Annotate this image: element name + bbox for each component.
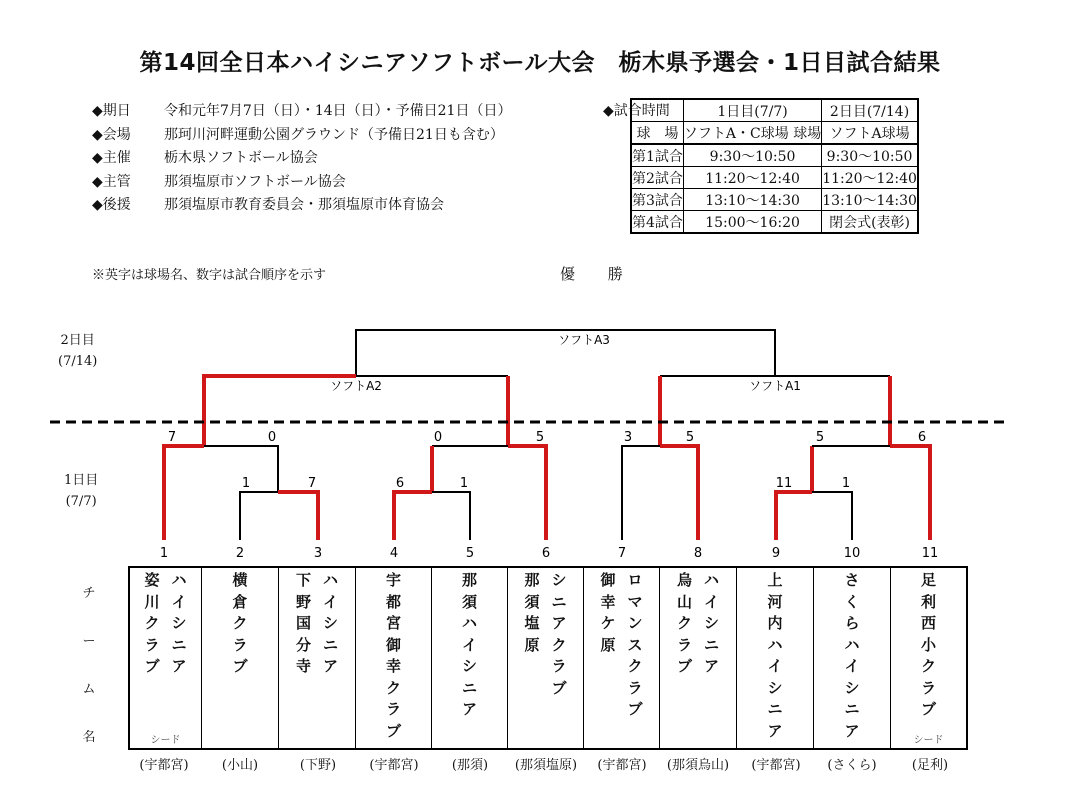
info-label: ◆会場 (92, 126, 131, 143)
team-name-char: シ (171, 614, 187, 632)
r1-a-black (240, 492, 278, 540)
team-name-column (600, 570, 615, 721)
info-value: 栃木県ソフトボール協会 (164, 150, 318, 166)
team-name-column (767, 570, 782, 742)
team-name-column (844, 570, 859, 742)
team-numbers (160, 546, 938, 561)
qf-3-black (622, 446, 660, 540)
team-number: 1 (159, 546, 169, 561)
team-name-char: ロ (627, 571, 643, 589)
team-name-column (524, 570, 539, 699)
team-name-char: ラ (551, 657, 567, 675)
team-cell (737, 568, 814, 748)
team-name-char: ニ (551, 592, 567, 611)
team-name-char: 分 (295, 635, 311, 654)
team-name-char: シ (551, 571, 567, 589)
team-name (508, 570, 583, 699)
team-name-char: イ (323, 592, 339, 611)
team-name-char: 御 (600, 571, 616, 589)
team-name-char: ハ (767, 635, 783, 654)
team-name-column (323, 570, 338, 678)
team-prefecture: (那須烏山) (666, 758, 730, 773)
score: 1 (241, 476, 251, 491)
team-name-char: 西 (920, 614, 936, 632)
team-header-char: 名 (82, 730, 96, 745)
qf-2-red-b (508, 446, 546, 540)
schedule-cell: 球 場 (631, 122, 683, 145)
team-name-char: 烏 (676, 571, 692, 589)
schedule-cell: 第4試合 (631, 211, 683, 234)
team-name-char: ン (627, 614, 643, 632)
team-name-char: ク (627, 657, 643, 675)
team-name-char: ア (844, 721, 860, 740)
team-name (279, 570, 355, 678)
team-name-char: イ (704, 592, 720, 611)
team-name-char: 須 (461, 592, 477, 611)
team-name-char: 御 (385, 635, 401, 654)
team-name-char: く (844, 592, 860, 611)
schedule-cell: 13:10〜14:30 (683, 189, 821, 211)
team-name-char: 幸 (600, 592, 616, 611)
team-name-char: イ (767, 657, 783, 675)
team-name-char: 川 (144, 592, 160, 611)
info-value: 令和元年7月7日（日）・14日（日）・予備日21日（日） (164, 103, 512, 119)
team-name-char: 宮 (385, 614, 401, 632)
team-name-char: ク (385, 678, 401, 697)
team-name-char: ア (171, 657, 187, 675)
game-semi-left-label: ソフトA2 (330, 379, 382, 393)
team-prefecture: (宇都宮) (139, 758, 189, 773)
team-name-char: 須 (524, 592, 540, 611)
r1-c-black (812, 492, 852, 540)
team-name-char: シ (844, 678, 860, 697)
team-name (356, 570, 431, 742)
team-cell (584, 568, 660, 748)
team-name-char: ク (676, 614, 692, 632)
team-name-char: 幸 (385, 657, 401, 675)
team-name-char: ブ (144, 657, 160, 675)
team-name-char: ス (627, 635, 643, 654)
team-name-char: 寺 (295, 657, 311, 675)
info-label: ◆主催 (92, 150, 131, 166)
team-number: 5 (465, 546, 475, 561)
team-name-char: ア (551, 614, 567, 632)
team-name-char: 那 (524, 571, 540, 589)
team-name-char: ラ (385, 700, 401, 718)
team-name-char: 上 (767, 571, 783, 589)
champion-label: 優 勝 (560, 265, 637, 283)
team-name-char: 小 (920, 635, 936, 654)
team-name-char: 姿 (144, 571, 160, 589)
qf-1-red (164, 446, 204, 540)
team-prefecture: (下野) (299, 758, 337, 773)
team-name-char: 下 (295, 571, 311, 589)
seed-badge: シード (150, 735, 181, 746)
info-label: ◆期日 (92, 103, 131, 119)
team-name-char: ケ (600, 614, 616, 632)
team-name-char: ハ (171, 571, 187, 589)
team-name (432, 570, 507, 721)
qf-4-red-b (890, 446, 930, 540)
schedule-label: ◆試合時間 (603, 103, 670, 119)
team-name-char: イ (171, 592, 187, 611)
score: 3 (623, 430, 633, 445)
r1-b-black (432, 492, 470, 540)
team-name-char: 都 (385, 592, 401, 611)
team-cell (279, 568, 356, 748)
team-name-char: ブ (551, 678, 567, 697)
info-value: 那須塩原市ソフトボール協会 (164, 173, 346, 190)
score: 6 (395, 476, 405, 491)
team-name-char: 山 (676, 592, 692, 611)
team-name-char: ブ (676, 657, 692, 675)
team-number: 8 (693, 546, 703, 561)
team-name-char: ハ (461, 614, 477, 632)
team-name-column (462, 570, 477, 721)
score: 6 (917, 430, 927, 445)
team-name-char: 内 (767, 614, 783, 632)
team-name-column (552, 570, 567, 699)
team-name-char: ア (461, 700, 477, 718)
team-cell (432, 568, 508, 748)
team-name-column (232, 570, 247, 678)
team-name-column (386, 570, 401, 742)
team-number: 2 (235, 546, 245, 561)
schedule-cell: 第2試合 (631, 167, 683, 189)
team-header-char: ー (82, 634, 96, 649)
score: 5 (685, 430, 695, 445)
team-name-char: 宇 (385, 571, 401, 589)
score: 1 (459, 476, 469, 491)
game-final-label: ソフトA3 (558, 333, 610, 347)
team-name-char: 塩 (524, 614, 540, 632)
team-prefecture: (那須) (451, 758, 489, 773)
team-number: 3 (313, 546, 323, 561)
team-name-char: ブ (232, 657, 248, 675)
team-name-column (921, 570, 936, 721)
team-name-column (677, 570, 692, 678)
score: 7 (167, 430, 177, 445)
team-name-char: 原 (524, 635, 540, 654)
team-cell (814, 568, 891, 748)
day1-label: 1日目 (7/7) (64, 473, 99, 509)
team-name-char: 利 (920, 592, 936, 611)
team-name-char: 河 (767, 592, 783, 611)
team-name-char: ニ (767, 700, 783, 718)
schedule-cell: 15:00〜16:20 (683, 211, 821, 234)
team-name-column (704, 570, 719, 678)
team-header-char: チ (82, 586, 96, 601)
team-name-char: ア (704, 657, 720, 675)
score: 5 (815, 430, 825, 445)
score: 7 (307, 476, 317, 491)
r1-c-red (776, 492, 812, 540)
team-cell (508, 568, 584, 748)
team-name-column (172, 570, 187, 678)
team-name-column (628, 570, 643, 721)
team-name-char: ニ (461, 678, 477, 697)
team-number: 6 (541, 546, 551, 561)
team-prefecture: (小山) (221, 758, 259, 773)
team-name-char: 国 (295, 614, 311, 632)
team-name-char: ニ (171, 635, 187, 654)
qf-3-red (660, 446, 698, 540)
team-name (891, 570, 966, 721)
team-prefecture: (足利) (911, 758, 949, 773)
team-name-char: ラ (920, 678, 936, 697)
team-name-char: シ (323, 614, 339, 632)
schedule-cell: 閉会式(表彰) (822, 211, 918, 234)
team-cell (891, 568, 966, 748)
info-label: ◆後援 (92, 197, 131, 213)
team-cell (356, 568, 432, 748)
game-semi-right-label: ソフトA1 (749, 379, 801, 393)
team-name (737, 570, 813, 742)
team-name-char: 原 (600, 635, 616, 654)
team-name-char: シ (461, 657, 477, 675)
team-prefecture: (宇都宮) (369, 758, 419, 773)
team-name-char: 倉 (232, 592, 248, 611)
team-name-column (144, 570, 159, 678)
team-name-char: ク (920, 657, 936, 675)
team-cell (660, 568, 737, 748)
schedule-cell: ソフトA球場 (822, 122, 918, 145)
day2-label: 2日目 (7/14) (58, 333, 98, 369)
team-name-char: ブ (627, 700, 643, 718)
team-name-char: イ (461, 635, 477, 654)
team-name-char: ラ (232, 635, 248, 654)
schedule-cell: 13:10〜14:30 (822, 189, 918, 211)
team-name (660, 570, 736, 678)
bracket-note: ※英字は球場名、数字は試合順序を示す (92, 268, 327, 283)
team-name-char: ク (551, 635, 567, 654)
score: 0 (267, 430, 277, 445)
team-number: 9 (771, 546, 781, 561)
team-number: 4 (389, 546, 399, 561)
team-prefecture: (那須塩原) (514, 758, 578, 773)
team-name-char: 足 (920, 571, 936, 589)
r1-a-red (278, 492, 318, 540)
team-header (82, 570, 96, 762)
score: 1 (841, 476, 851, 491)
team-prefecture: (宇都宮) (751, 758, 801, 773)
team-header-char: ム (82, 682, 96, 697)
page-title: 第14回全日本ハイシニアソフトボール大会 栃木県予選会・1日目試合結果 (139, 50, 941, 76)
score: 5 (535, 430, 545, 445)
team-name-char: 野 (295, 592, 311, 611)
info-value: 那珂川河畔運動公園グラウンド（予備日21日も含む） (164, 126, 504, 143)
schedule-cell: 11:20〜12:40 (822, 167, 918, 189)
team-name (814, 570, 890, 742)
schedule-cell: 2日目(7/14) (822, 99, 918, 122)
team-name (202, 570, 278, 678)
team-name (584, 570, 659, 721)
team-cell (202, 568, 279, 748)
team-name (130, 570, 201, 678)
team-cell (130, 568, 202, 748)
team-name-char: ア (767, 721, 783, 740)
team-name-char: ニ (844, 700, 860, 718)
schedule-cell: 9:30〜10:50 (683, 144, 821, 167)
team-name-char: 横 (232, 571, 248, 589)
schedule-cell: 11:20〜12:40 (683, 167, 821, 189)
team-number: 10 (843, 546, 861, 561)
info-value: 那須塩原市教育委員会・那須塩原市体育協会 (164, 197, 444, 213)
team-name-char: ラ (144, 635, 160, 654)
schedule-cell: ソフトA・C球場 球場 (683, 122, 821, 145)
team-name-char: ハ (704, 571, 720, 589)
schedule-cell: 第1試合 (631, 144, 683, 167)
team-name-char: ラ (676, 635, 692, 654)
score: 0 (433, 430, 443, 445)
team-name-char: さ (844, 571, 860, 589)
schedule-cell: 9:30〜10:50 (822, 144, 918, 167)
team-name-char: ニ (704, 635, 720, 654)
team-name-char: ラ (627, 678, 643, 697)
seed-badge: シード (913, 735, 944, 746)
info-label: ◆主管 (92, 173, 131, 190)
team-name-char: イ (844, 657, 860, 675)
team-name-char: ブ (385, 721, 401, 740)
team-name-char: ハ (844, 635, 860, 654)
team-number: 11 (921, 546, 939, 561)
team-name-column (296, 570, 311, 678)
schedule-cell: 1日目(7/7) (683, 99, 821, 122)
team-name-char: ア (323, 657, 339, 675)
team-name-char: ブ (920, 700, 936, 718)
team-name-char: ク (232, 614, 248, 632)
team-name-char: シ (704, 614, 720, 632)
team-name-char: ら (844, 614, 860, 632)
team-table (128, 566, 968, 750)
team-name-char: 那 (461, 571, 477, 589)
team-prefecture: (さくら) (827, 758, 877, 773)
score: 11 (775, 476, 793, 491)
team-name-char: ニ (323, 635, 339, 654)
team-prefecture: (宇都宮) (597, 758, 647, 773)
r1-b-red (394, 492, 432, 540)
schedule-cell: 第3試合 (631, 189, 683, 211)
team-name-char: ハ (323, 571, 339, 589)
team-name-char: マ (627, 592, 643, 611)
team-name-char: ク (144, 614, 160, 632)
team-name-char: シ (767, 678, 783, 697)
team-number: 7 (617, 546, 627, 561)
